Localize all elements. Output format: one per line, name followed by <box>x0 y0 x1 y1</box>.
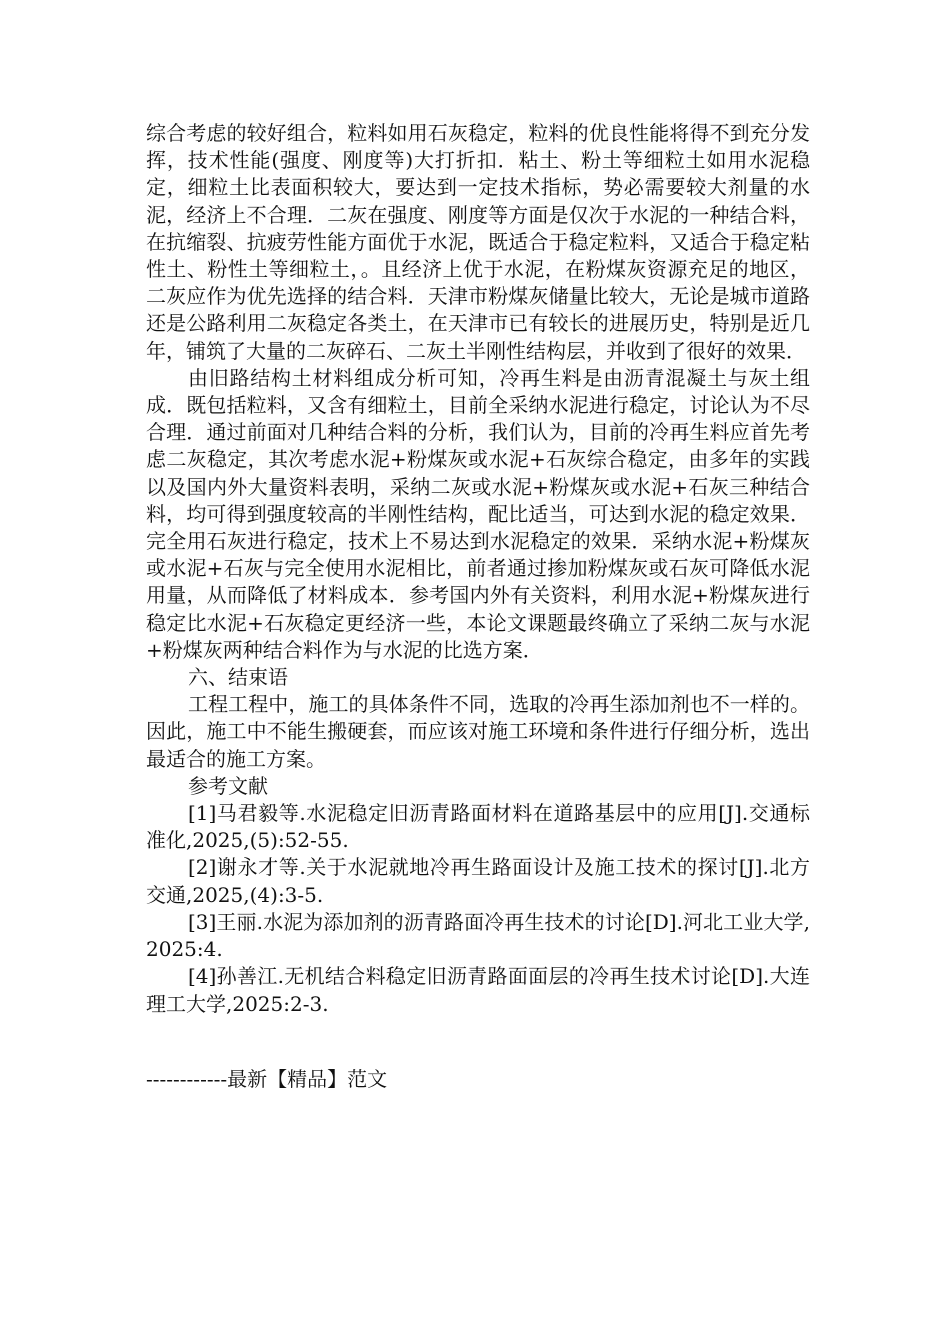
reference-item-2: [2]谢永才等.关于水泥就地冷再生路面设计及施工技术的探讨[J].北方交通,2025,(4):3-5. <box>146 855 810 907</box>
footer-label: ------------最新【精品】范文 <box>146 1067 388 1091</box>
reference-item-1: [1]马君毅等.水泥稳定旧沥青路面材料在道路基层中的应用[J].交通标准化,2025,(5):52-55. <box>146 801 810 853</box>
document-body <box>146 120 810 1018</box>
conclusion-paragraph: 工程工程中，施工的具体条件不同，选取的冷再生添加剂也不一样的。因此，施工中不能生搬硬套，而应该对施工环境和条件进行仔细分析，选出最适合的施工方案。 <box>146 692 810 771</box>
reference-item-4: [4]孙善江.无机结合料稳定旧沥青路面面层的冷再生技术讨论[D].大连理工大学,2025:2-3. <box>146 964 810 1016</box>
conclusion-heading: 六、结束语 <box>188 665 288 690</box>
references-heading: 参考文献 <box>188 773 268 798</box>
paragraph-binder-comparison: 综合考虑的较好组合，粒料如用石灰稳定，粒料的优良性能将得不到充分发挥，技术性能(强度、刚度等)大打折扣．粘土、粉土等细粒土如用水泥稳定，细粒土比表面积较大，要达到一定技术指标，势必需要较大剂量的水泥，经济上不合理．二灰在强度、刚度等方面是仅次于水泥的一种结合料，在抗缩裂、抗疲劳性能方面优于水泥，既适合于稳定粒料，又适合于稳定粘性土、粉性土等细粒土，。且经济上优于水泥，在粉煤灰资源充足的地区，二灰应作为优先选择的结合料．天津市粉煤灰储量比较大，无论是城市道路还是公路利用二灰稳定各类土，在天津市已有较长的进展历史，特别是近几年，铺筑了大量的二灰碎石、二灰土半刚性结构层，并收到了很好的效果． <box>146 121 810 363</box>
reference-item-3: [3]王丽.水泥为添加剂的沥青路面冷再生技术的讨论[D].河北工业大学,2025:4. <box>146 909 810 962</box>
paragraph-cold-recycling-analysis: 由旧路结构土材料组成分析可知，冷再生料是由沥青混凝土与灰土组成．既包括粒料，又含有细粒土，目前全采纳水泥进行稳定，讨论认为不尽合理．通过前面对几种结合料的分析，我们认为，目前的冷再生料应首先考虑二灰稳定，其次考虑水泥+粉煤灰或水泥+石灰综合稳定，由多年的实践以及国内外大量资料表明，采纳二灰或水泥+粉煤灰或水泥+石灰三种结合料，均可得到强度较高的半刚性结构，配比适当，可达到水泥的稳定效果．完全用石灰进行稳定，技术上不易达到水泥稳定的效果．采纳水泥+粉煤灰或水泥+石灰与完全使用水泥相比，前者通过掺加粉煤灰或石灰可降低水泥用量，从而降低了材料成本．参考国内外有关资料，利用水泥+粉煤灰进行稳定比水泥+石灰稳定更经济一些，本论文课题最终确立了采纳二灰与水泥+粉煤灰两种结合料作为与水泥的比选方案． <box>146 365 810 662</box>
references-list <box>146 800 810 1018</box>
